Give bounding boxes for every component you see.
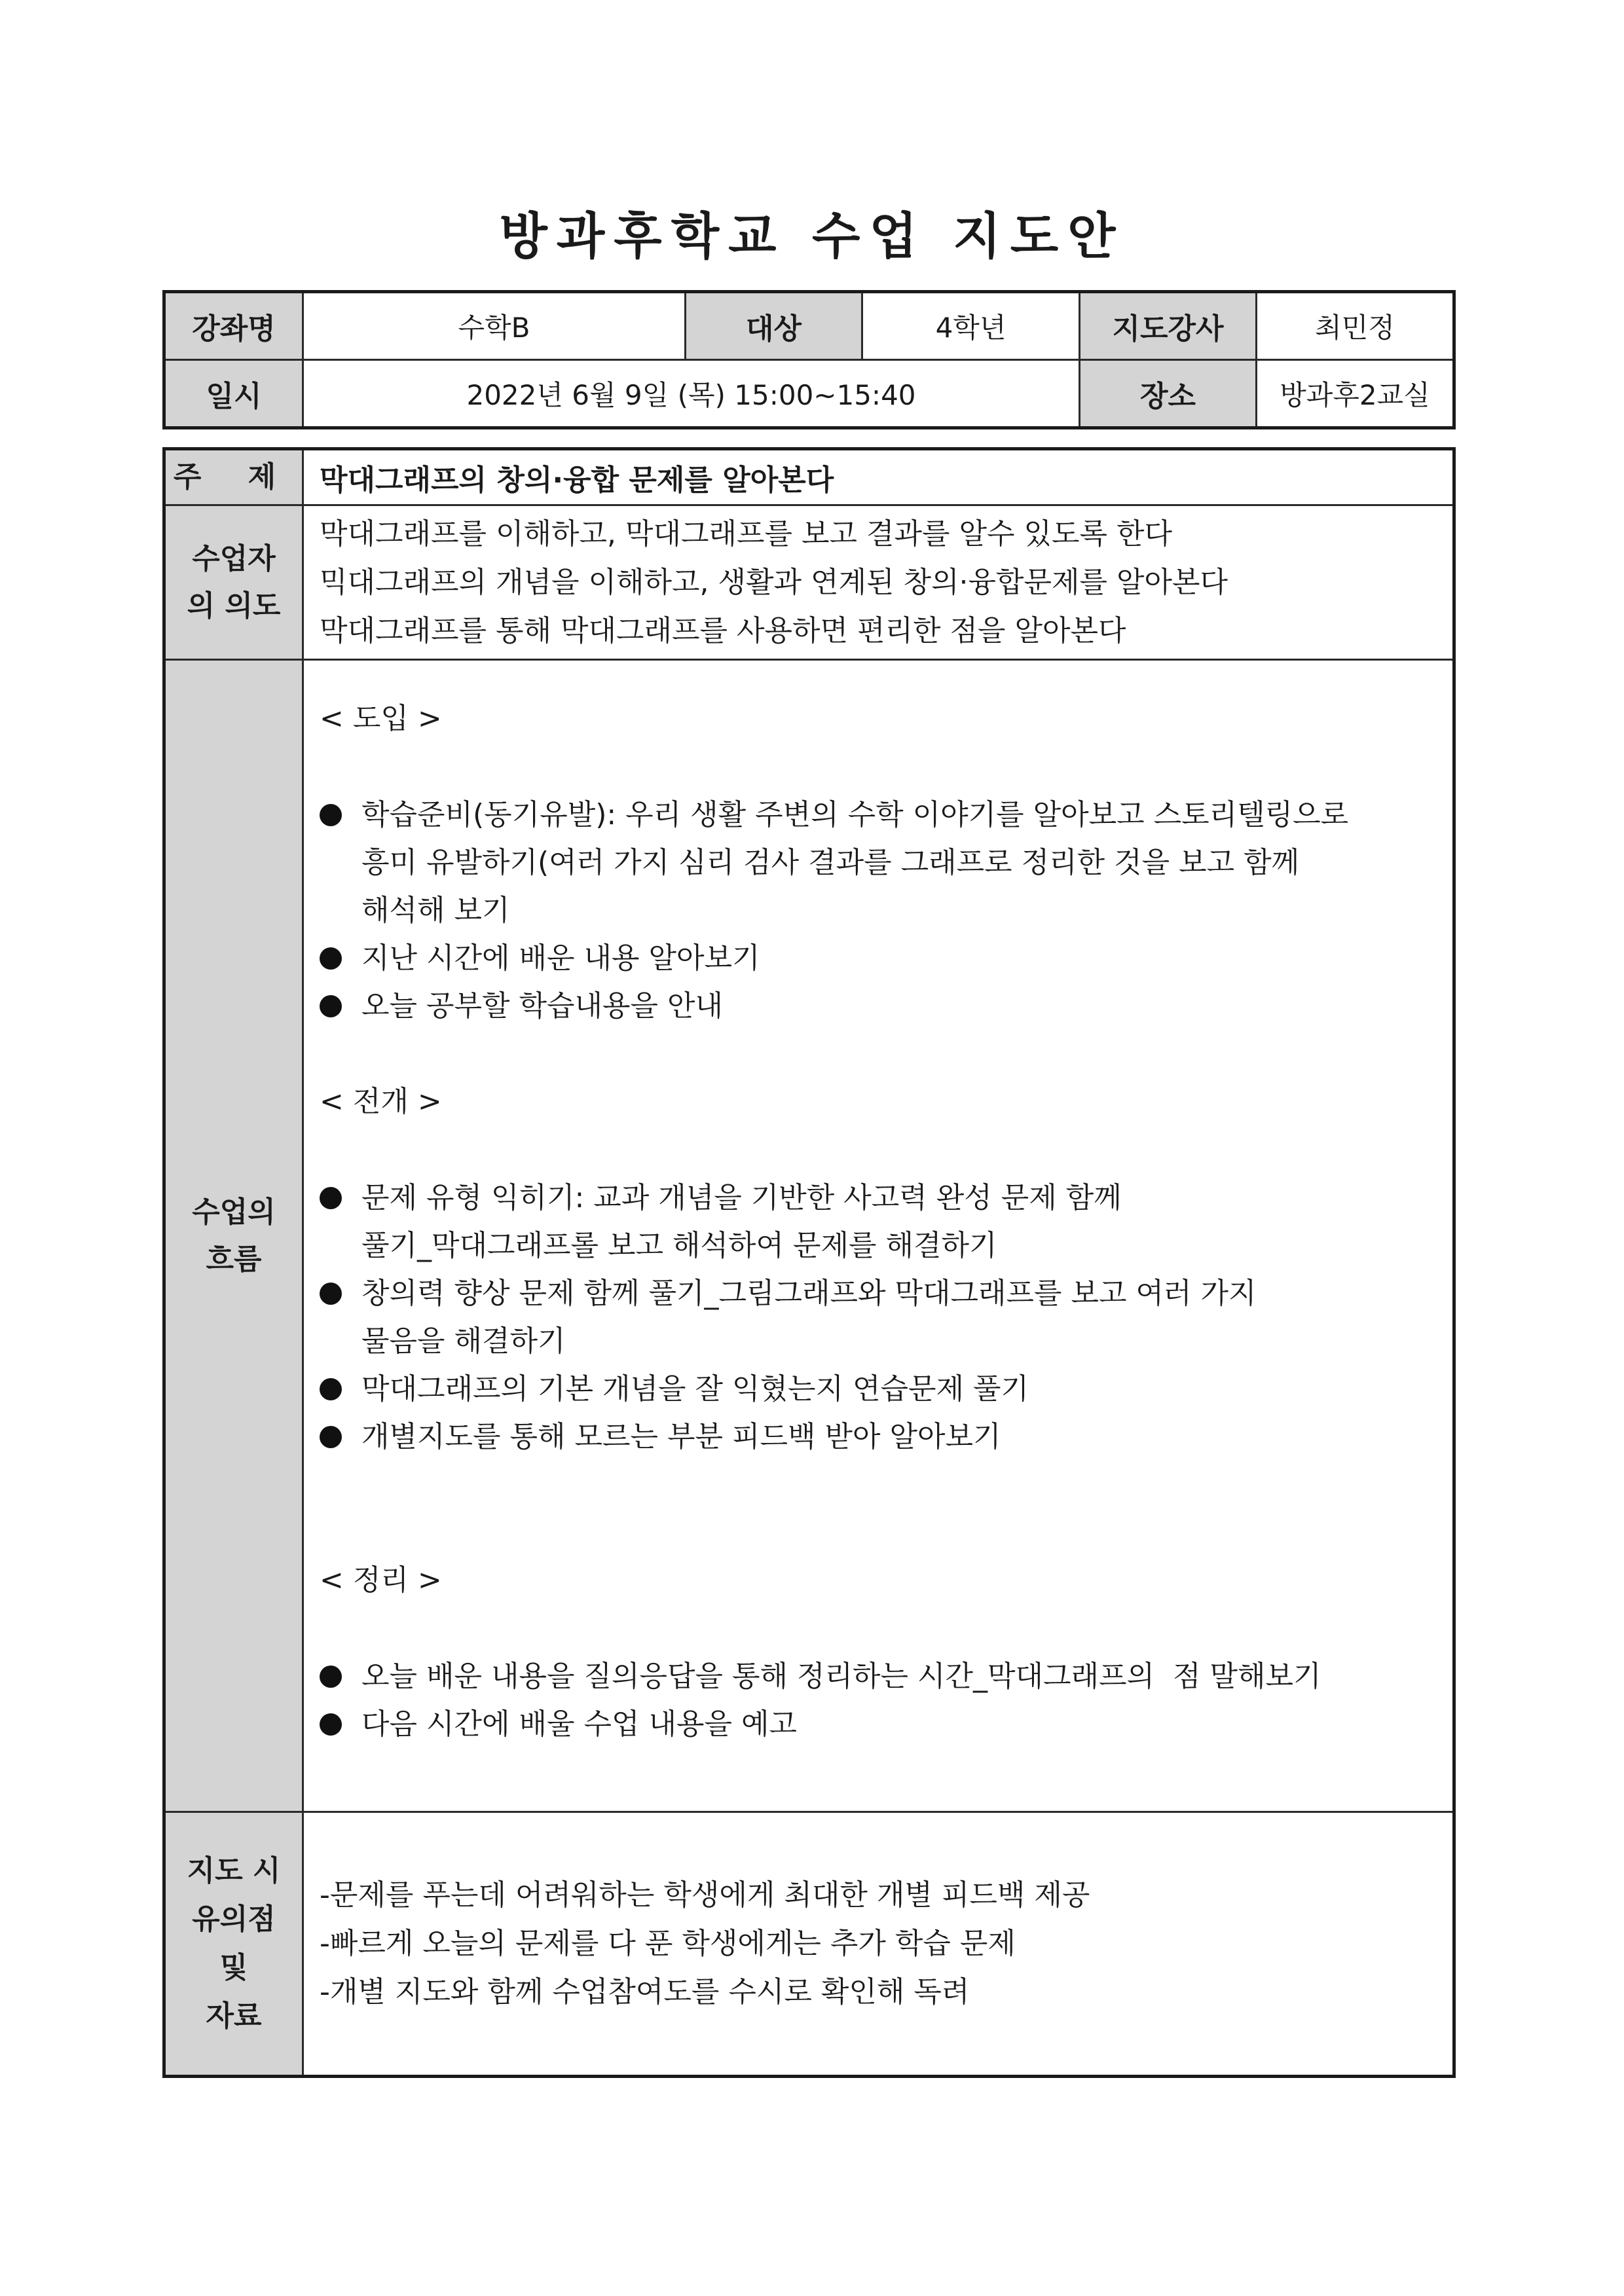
instructor-value: 최민정 (1257, 292, 1454, 360)
intent-line: 막대그래프를 통해 막대그래프를 사용하면 편리한 점을 알아본다 (320, 613, 1126, 647)
intent-label (164, 505, 303, 660)
intent-line: 믹대그래프의 개념을 이해하고, 생활과 연계된 창의·융합문제를 알아본다 (320, 565, 1228, 599)
topic-cell (303, 449, 1454, 505)
topic-label-text: 주 제 (173, 460, 295, 494)
list-item (320, 982, 1452, 1030)
list-item-text: 개별지도를 통해 모르는 부분 피드백 받아 알아보기 (361, 1420, 1001, 1453)
lesson-plan-table (162, 447, 1456, 2078)
course-info-table (162, 290, 1456, 429)
target-label: 대상 (686, 292, 862, 360)
instructor-label: 지도강사 (1080, 292, 1257, 360)
list-item-text: 오늘 배운 내용을 질의응답을 통해 정리하는 시간_막대그래프의 점 말해보기 (361, 1660, 1321, 1693)
place-label: 장소 (1080, 360, 1257, 428)
list-item-text: 막대그래프의 기본 개념을 잘 익혔는지 연습문제 풀기 (361, 1372, 1029, 1406)
document-title: 방과후학교 수업 지도안 (499, 207, 1125, 265)
bullet-icon (320, 1713, 342, 1736)
list-item (320, 1174, 1452, 1269)
intent-cell (303, 505, 1454, 660)
place-value: 방과후2교실 (1257, 360, 1454, 428)
list-item-text: 지난 시간에 배운 내용 알아보기 (361, 941, 760, 975)
list-item (320, 934, 1452, 982)
course-value: 수학B (303, 292, 686, 360)
bullet-icon (320, 1666, 342, 1688)
bullet-icon (320, 1187, 342, 1209)
course-label: 강좌명 (164, 292, 303, 360)
notes-cell (303, 1812, 1454, 2077)
bullet-icon (320, 1378, 342, 1400)
date-label: 일시 (164, 360, 303, 428)
notes-label-text: 지도 시 유의점 및 자료 (187, 1854, 281, 2033)
intro-heading: < 도입 > (320, 702, 442, 735)
bullet-icon (320, 804, 342, 826)
list-item (320, 1652, 1452, 1700)
date-value: 2022년 6월 9일 (목) 15:00~15:40 (303, 360, 1080, 428)
flow-cell (303, 660, 1454, 1812)
topic-label (164, 449, 303, 505)
list-item-text: 문제 유형 익히기: 교과 개념을 기반한 사고력 완성 문제 함께 풀기_막대그래프롤 보고 해석하여 문제를 해결하기 (361, 1181, 1122, 1262)
notes-line: -빠르게 오늘의 문제를 다 푼 학생에게는 추가 학습 문제 (320, 1927, 1016, 1960)
flow-label-text: 수업의 흐름 (192, 1195, 276, 1276)
list-item-text: 다음 시간에 배울 수업 내용을 예고 (361, 1707, 797, 1741)
bullet-icon (320, 947, 342, 970)
list-item-text: 오늘 공부할 학습내용을 안내 (361, 989, 724, 1023)
target-value: 4학년 (862, 292, 1080, 360)
intent-label-text: 수업자 의 의도 (187, 541, 281, 623)
list-item-text: 창의력 향상 문제 함께 풀기_그림그래프와 막대그래프를 보고 여러 가지 물음을 해결하기 (361, 1277, 1257, 1358)
list-item (320, 1365, 1452, 1413)
summary-heading: < 정리 > (320, 1563, 442, 1597)
list-item-text: 학습준비(동기유발): 우리 생활 주변의 수학 이야기를 알아보고 스토리텔링으로 흥미 유발하기(여러 가지 심리 검사 결과를 그래프로 정리한 것을 보고 함께 해석해 보기 (361, 798, 1349, 927)
bullet-icon (320, 995, 342, 1017)
list-item (320, 1700, 1452, 1748)
intent-line: 막대그래프를 이해하고, 막대그래프를 보고 결과를 알수 있도록 한다 (320, 517, 1172, 551)
list-item (320, 1413, 1452, 1461)
bullet-icon (320, 1426, 342, 1448)
notes-line: -개별 지도와 함께 수업참여도를 수시로 확인해 독려 (320, 1975, 970, 2009)
list-item (320, 1269, 1452, 1365)
topic-value: 막대그래프의 창의·융합 문제를 알아본다 (320, 464, 834, 497)
notes-label (164, 1812, 303, 2077)
flow-label (164, 660, 303, 1812)
bullet-icon (320, 1283, 342, 1305)
list-item (320, 791, 1452, 934)
notes-line: -문제를 푸는데 어려워하는 학생에게 최대한 개별 피드백 제공 (320, 1878, 1090, 1912)
develop-heading: < 전개 > (320, 1085, 442, 1118)
